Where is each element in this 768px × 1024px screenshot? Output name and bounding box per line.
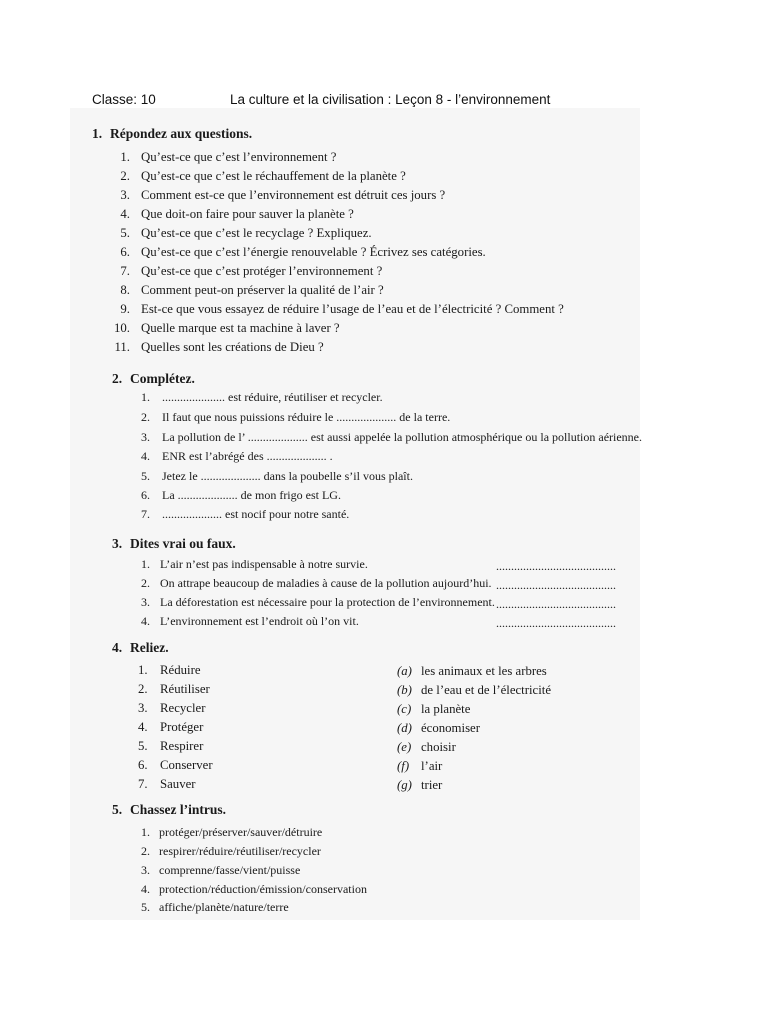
item-text: protéger/préserver/sauver/détruire (159, 825, 323, 839)
list-item (136, 576, 492, 591)
item-text: la planète (421, 702, 471, 716)
section-number: 4. (112, 640, 123, 655)
item-text: Respirer (160, 739, 204, 753)
item-letter: (f) (397, 759, 410, 773)
item-letter: (a) (397, 664, 412, 678)
section-title: Chassez l’intrus. (130, 802, 227, 817)
item-letter: (b) (397, 683, 412, 697)
item-number: 1. (141, 557, 150, 571)
section-number: 1. (92, 126, 103, 141)
list-item (136, 557, 368, 572)
item-text: Quelle marque est ta machine à laver ? (141, 321, 340, 335)
item-text: Qu’est-ce que c’est l’énergie renouvelable ? Écrivez ses catégories. (141, 245, 486, 259)
item-text: comprenne/fasse/vient/puisse (159, 863, 301, 877)
item-text: de l’eau et de l’électricité (421, 683, 552, 697)
item-number: 8. (120, 283, 130, 297)
item-number: 1. (138, 663, 148, 677)
section-title: Complétez. (130, 371, 195, 386)
list-item (110, 207, 354, 222)
list-item (110, 188, 445, 203)
item-number: 10. (114, 321, 130, 335)
item-number: 3. (120, 188, 130, 202)
item-number: 4. (141, 449, 150, 463)
match-left-item (138, 777, 196, 792)
list-item (136, 595, 495, 610)
item-text: ..................... est réduire, réutiliser et recycler. (162, 390, 383, 404)
item-number: 3. (141, 863, 150, 877)
item-text: Qu’est-ce que c’est le réchauffement de la planète ? (141, 169, 406, 183)
item-number: 7. (141, 507, 150, 521)
item-text: Est-ce que vous essayez de réduire l’usage de l’eau et de l’électricité ? Comment ? (141, 302, 564, 316)
item-number: 4. (138, 720, 148, 734)
item-number: 9. (120, 302, 130, 316)
item-text: On attrape beaucoup de maladies à cause de la pollution aujourd’hui. (160, 576, 492, 590)
list-item (136, 410, 450, 425)
list-item (136, 844, 321, 859)
list-item (110, 245, 486, 260)
item-text: l’air (421, 759, 443, 773)
item-text: Protéger (160, 720, 204, 734)
section-3-heading (112, 536, 236, 552)
item-number: 2. (141, 410, 150, 424)
match-left-item (138, 720, 203, 735)
list-item (110, 264, 382, 279)
item-text: Réutiliser (160, 682, 210, 696)
list-item (136, 430, 642, 445)
item-number: 3. (141, 430, 150, 444)
item-text: Conserver (160, 758, 213, 772)
item-number: 2. (141, 576, 150, 590)
list-item (136, 863, 300, 878)
section-title: Dites vrai ou faux. (130, 536, 236, 551)
item-text: Réduire (160, 663, 201, 677)
item-number: 7. (120, 264, 130, 278)
item-text: trier (421, 778, 443, 792)
item-text: choisir (421, 740, 456, 754)
section-number: 5. (112, 802, 123, 817)
item-text: ENR est l’abrégé des .................... . (162, 449, 333, 463)
item-letter: (d) (397, 721, 412, 735)
item-number: 4. (120, 207, 130, 221)
match-left-item (138, 701, 205, 716)
list-item (136, 614, 359, 629)
item-text: affiche/planète/nature/terre (159, 900, 289, 914)
item-number: 3. (141, 595, 150, 609)
item-text: Il faut que nous puissions réduire le .................... de la terre. (162, 410, 451, 424)
item-number: 2. (138, 682, 148, 696)
item-text: Recycler (160, 701, 206, 715)
match-right-item (397, 683, 551, 698)
class-label: Classe: 10 (92, 92, 156, 107)
item-number: 5. (141, 469, 150, 483)
item-number: 1. (120, 150, 130, 164)
match-right-item (397, 759, 442, 774)
item-text: Qu’est-ce que c’est l’environnement ? (141, 150, 337, 164)
item-letter: (g) (397, 778, 412, 792)
item-number: 4. (141, 882, 150, 896)
list-item (136, 507, 349, 522)
list-item (110, 226, 372, 241)
list-item (110, 302, 564, 317)
answer-blank: ........................................ (496, 597, 616, 611)
item-text: protection/réduction/émission/conservation (159, 882, 367, 896)
item-number: 6. (141, 488, 150, 502)
list-item (136, 390, 383, 405)
item-text: L’environnement est l’endroit où l’on vit. (160, 614, 359, 628)
item-text: Quelles sont les créations de Dieu ? (141, 340, 324, 354)
item-text: Comment peut-on préserver la qualité de l’air ? (141, 283, 384, 297)
list-item (136, 900, 289, 915)
item-text: Jetez le .................... dans la poubelle s’il vous plaît. (162, 469, 413, 483)
list-item (136, 469, 413, 484)
item-text: La pollution de l’ .................... est aussi appelée la pollution atmosphérique ou la pollution aérienne. (162, 430, 642, 444)
item-letter: (c) (397, 702, 412, 716)
list-item (110, 283, 384, 298)
section-1-heading (92, 126, 252, 142)
section-title: Reliez. (130, 640, 169, 655)
section-number: 3. (112, 536, 123, 551)
match-right-item (397, 778, 442, 793)
section-title: Répondez aux questions. (110, 126, 253, 141)
item-text: Sauver (160, 777, 196, 791)
match-left-item (138, 663, 201, 678)
match-left-item (138, 758, 213, 773)
item-text: Qu’est-ce que c’est le recyclage ? Expliquez. (141, 226, 372, 240)
match-right-item (397, 664, 547, 679)
item-text: La .................... de mon frigo est LG. (162, 488, 341, 502)
answer-blank: ........................................ (496, 559, 616, 573)
list-item (136, 882, 367, 897)
item-text: L’air n’est pas indispensable à notre survie. (160, 557, 368, 571)
list-item (110, 169, 406, 184)
item-number: 3. (138, 701, 148, 715)
item-text: les animaux et les arbres (421, 664, 547, 678)
item-text: économiser (421, 721, 480, 735)
item-number: 5. (141, 900, 150, 914)
item-number: 11. (114, 340, 130, 354)
item-number: 6. (138, 758, 148, 772)
item-text: .................... est nocif pour notre santé. (162, 507, 350, 521)
item-letter: (e) (397, 740, 412, 754)
match-right-item (397, 721, 480, 736)
list-item (110, 340, 324, 355)
match-left-item (138, 682, 210, 697)
match-left-item (138, 739, 203, 754)
page-title: La culture et la civilisation : Leçon 8 - l’environnement (230, 92, 551, 107)
list-item (110, 321, 340, 336)
item-number: 1. (141, 825, 150, 839)
match-right-item (397, 740, 456, 755)
answer-blank: ........................................ (496, 578, 616, 592)
section-number: 2. (112, 371, 123, 386)
item-number: 4. (141, 614, 150, 628)
page-header (92, 92, 652, 112)
item-text: La déforestation est nécessaire pour la protection de l’environnement. (160, 595, 495, 609)
item-text: respirer/réduire/réutiliser/recycler (159, 844, 321, 858)
section-2-heading (112, 371, 195, 387)
item-number: 1. (141, 390, 150, 404)
list-item (110, 150, 336, 165)
item-number: 2. (120, 169, 130, 183)
answer-blank: ........................................ (496, 616, 616, 630)
item-text: Comment est-ce que l’environnement est détruit ces jours ? (141, 188, 446, 202)
list-item (136, 825, 322, 840)
list-item (136, 449, 333, 464)
section-4-heading (112, 640, 169, 656)
item-text: Qu’est-ce que c’est protéger l’environnement ? (141, 264, 383, 278)
item-number: 6. (120, 245, 130, 259)
list-item (136, 488, 341, 503)
item-number: 2. (141, 844, 150, 858)
section-5-heading (112, 802, 226, 818)
item-number: 7. (138, 777, 148, 791)
item-text: Que doit-on faire pour sauver la planète ? (141, 207, 354, 221)
item-number: 5. (120, 226, 130, 240)
match-right-item (397, 702, 470, 717)
item-number: 5. (138, 739, 148, 753)
